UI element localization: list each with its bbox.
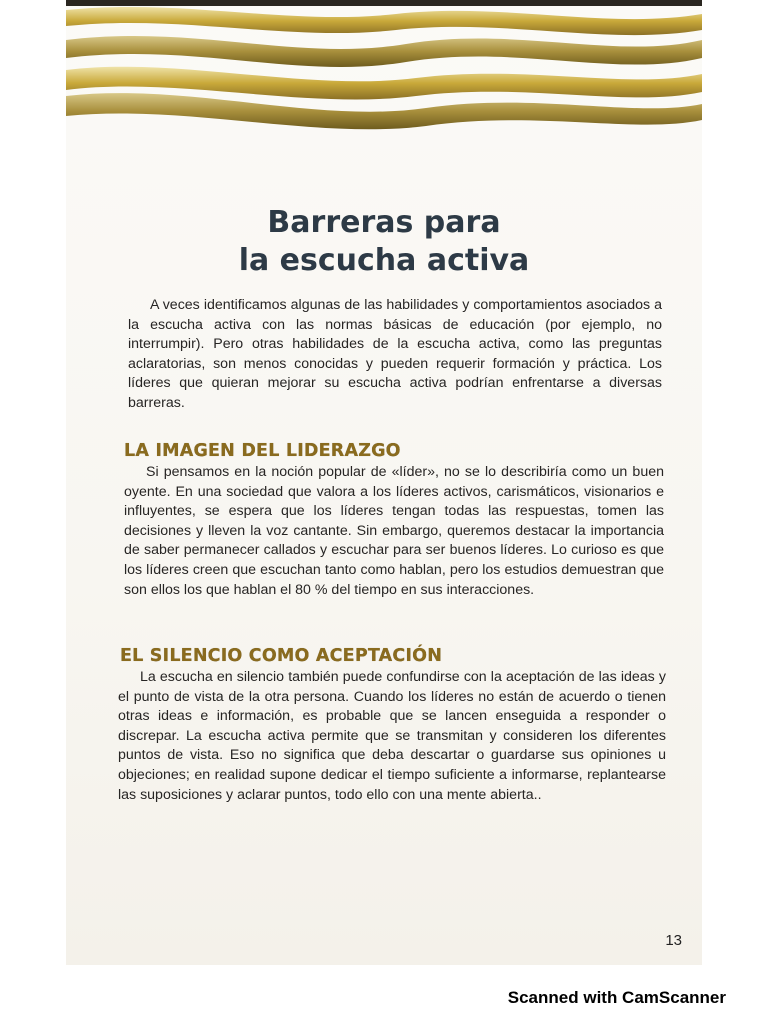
wave-band-top [66, 7, 702, 35]
section-body-silence-acceptance: La escucha en silencio también puede confundirse con la aceptación de las ideas y el punto de vista de la otra persona. Cuando los líderes no están de acuerdo o tienen otras ideas e información, es probable que se lancen enseguida a responder o discrepar. La escucha activa permite que se transmitan y consideren los diferentes puntos de vista. Eso no significa que deba descartar o guardarse sus opiniones u objeciones; en realidad supone dedicar el tiempo suficiente a informarse, replantearse las suposiciones y aclarar puntos, todo ello con una mente abierta.. [118, 669, 666, 803]
decorative-gold-waves [66, 0, 702, 140]
section-body-leadership-image: Si pensamos en la noción popular de «líder», no se lo describiría como un buen oyente. En una sociedad que valora a los líderes activos, carismáticos, visionarios e influyentes, se espera que los líderes tengan todas las respuestas, tomen las decisiones y lleven la voz cantante. Sin embargo, queremos destacar la importancia de saber permanecer callados y escuchar para ser buenos líderes. Lo curioso es que los líderes creen que escuchan tanto como hablan, pero los estudios demuestran que son ellos los que hablan el 80 % del tiempo en sus interacciones. [124, 464, 664, 598]
section-heading-leadership-image: LA IMAGEN DEL LIDERAZGO [124, 441, 401, 461]
page-title-line-2: la escucha activa [238, 243, 530, 278]
section-heading-silence-acceptance: EL SILENCIO COMO ACEPTACIÓN [120, 646, 443, 666]
wave-band-olive [66, 36, 702, 67]
scanner-watermark: Scanned with CamScanner [507, 988, 726, 1007]
intro-paragraph: A veces identificamos algunas de las habilidades y comportamientos asociados a la escucha activa con las normas básicas de educación (por ejemplo, no interrumpir). Pero otras habilidades de la escucha activa, como las preguntas aclaratorias, son menos conocidas y pueden requerir formación y práctica. Los líderes que quieran mejorar su escucha activa podrían enfrentarse a diversas barreras. [128, 297, 662, 411]
page-number: 13 [665, 932, 682, 949]
page-title-line-1: Barreras para [267, 205, 501, 240]
wave-dark-strip [66, 0, 702, 6]
